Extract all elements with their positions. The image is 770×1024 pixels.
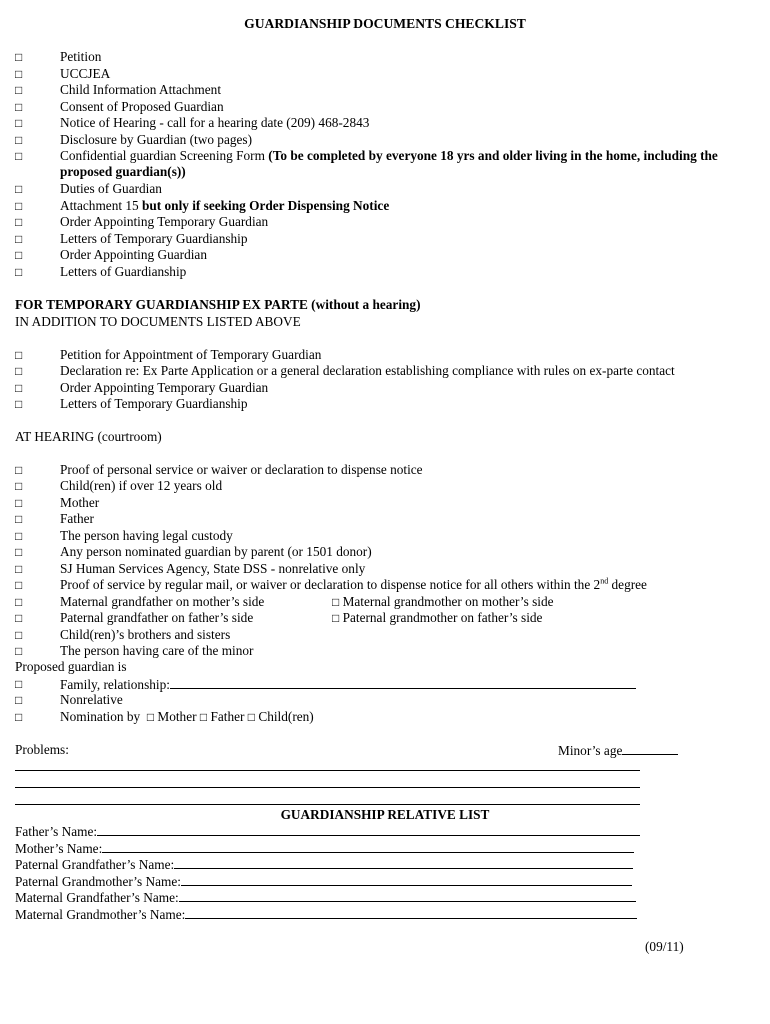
- maternal-grandmother-name-field[interactable]: [185, 906, 637, 919]
- item-label: Child(ren)’s brothers and sisters: [60, 627, 231, 642]
- checklist-item: [15, 66, 755, 82]
- checkbox[interactable]: □: [15, 529, 23, 543]
- checklist-item: [15, 511, 755, 527]
- item-label: Child Information Attachment: [60, 82, 222, 97]
- relative-field: [15, 823, 640, 840]
- item-label: Child(ren) if over 12 years old: [60, 478, 223, 493]
- problems-line[interactable]: [15, 804, 640, 805]
- checklist-item: [15, 82, 755, 98]
- proposed-guardian-label: Proposed guardian is: [15, 659, 127, 674]
- proof-suffix: degree: [608, 577, 647, 592]
- section-subheading: IN ADDITION TO DOCUMENTS LISTED ABOVE: [15, 314, 301, 329]
- mother-name-field[interactable]: [102, 840, 634, 853]
- item-label: Nonrelative: [60, 692, 123, 707]
- checklist-item: [15, 148, 755, 181]
- checkbox[interactable]: □: [15, 381, 23, 395]
- item-label: Proof of personal service or waiver or declaration to dispense notice: [60, 462, 423, 477]
- father-name-field[interactable]: [97, 823, 640, 836]
- checkbox[interactable]: □: [15, 479, 23, 493]
- item-label: Maternal grandmother on mother’s side: [342, 594, 554, 609]
- family-label: Family, relationship:: [60, 677, 170, 692]
- checkbox[interactable]: □: [15, 496, 23, 510]
- checklist-item: [15, 214, 755, 230]
- screening-text: Confidential guardian Screening Form: [60, 148, 269, 163]
- checkbox[interactable]: □: [332, 595, 340, 609]
- item-label: [60, 676, 636, 693]
- checklist-item: [15, 380, 755, 396]
- checkbox[interactable]: □: [15, 116, 23, 130]
- checklist-item: [15, 709, 755, 725]
- checklist-item: [15, 544, 755, 560]
- paternal-grandmother-name-field[interactable]: [181, 873, 632, 886]
- checkbox[interactable]: □: [15, 182, 23, 196]
- checkbox[interactable]: □: [15, 562, 23, 576]
- field-label: Father’s Name:: [15, 824, 98, 839]
- checklist-item: [15, 396, 755, 412]
- nomination-father: Father: [210, 709, 245, 724]
- item-label: Paternal grandmother on father’s side: [342, 610, 543, 625]
- checklist-item: [15, 363, 755, 379]
- checkbox[interactable]: □: [15, 364, 23, 378]
- checklist-item: [15, 198, 755, 214]
- field-label: Maternal Grandfather’s Name:: [15, 890, 179, 905]
- proof-text: Proof of service by regular mail, or waiver or declaration to dispense notice for all others within the 2: [60, 577, 601, 592]
- item-label: UCCJEA: [60, 66, 111, 81]
- item-label: Disclosure by Guardian (two pages): [60, 132, 253, 147]
- relative-field: [15, 856, 633, 873]
- checkbox[interactable]: □: [15, 512, 23, 526]
- relative-field: [15, 889, 636, 906]
- checklist-item: [15, 247, 755, 263]
- ordinal-suffix: nd: [600, 576, 609, 586]
- checklist-item: [15, 610, 755, 626]
- item-label: Notice of Hearing - call for a hearing date (209) 468-2843: [60, 115, 370, 130]
- checkbox[interactable]: □: [15, 644, 23, 658]
- checkbox[interactable]: □: [15, 463, 23, 477]
- checklist-item: [15, 231, 755, 247]
- checkbox[interactable]: □: [15, 133, 23, 147]
- checkbox[interactable]: □: [15, 611, 23, 625]
- checkbox[interactable]: □: [15, 710, 23, 724]
- checklist-item: [15, 495, 755, 511]
- checklist-item: [15, 692, 755, 708]
- item-label: Paternal grandfather on father’s side: [60, 610, 254, 625]
- checkbox[interactable]: □: [15, 545, 23, 559]
- nomination-mother: Mother: [157, 709, 197, 724]
- checkbox[interactable]: □: [15, 348, 23, 362]
- nomination-label: Nomination by: [60, 709, 141, 724]
- checklist-item-inline: [332, 610, 542, 626]
- checkbox[interactable]: □: [15, 67, 23, 81]
- item-label: [60, 709, 314, 725]
- checkbox[interactable]: □: [15, 248, 23, 262]
- item-label: Any person nominated guardian by parent (or 1501 donor): [60, 544, 372, 559]
- checkbox[interactable]: □: [199, 710, 208, 724]
- screening-note: (To be completed by everyone 18 yrs and older living in the home, including the proposed guardian(s)): [60, 148, 718, 180]
- checkbox[interactable]: □: [15, 628, 23, 642]
- page-title: GUARDIANSHIP DOCUMENTS CHECKLIST: [244, 16, 526, 31]
- checklist-item: [15, 594, 755, 610]
- item-label: SJ Human Services Agency, State DSS - nonrelative only: [60, 561, 366, 576]
- checkbox[interactable]: □: [15, 100, 23, 114]
- field-label: Paternal Grandmother’s Name:: [15, 874, 181, 889]
- checkbox[interactable]: □: [15, 397, 23, 411]
- checkbox[interactable]: □: [15, 693, 23, 707]
- checklist-item: [15, 264, 755, 280]
- checkbox[interactable]: □: [146, 710, 155, 724]
- checkbox[interactable]: □: [15, 265, 23, 279]
- minors-age-field[interactable]: [622, 742, 678, 755]
- item-label: [60, 198, 389, 214]
- checklist-item: [15, 132, 755, 148]
- relative-field: [15, 906, 637, 923]
- item-label: Order Appointing Temporary Guardian: [60, 214, 269, 229]
- section-heading-ex-parte: FOR TEMPORARY GUARDIANSHIP EX PARTE (without a hearing): [15, 297, 421, 312]
- checklist-item: [15, 528, 755, 544]
- field-label: Maternal Grandmother’s Name:: [15, 907, 186, 922]
- item-label: Letters of Temporary Guardianship: [60, 231, 248, 246]
- item-label: The person having legal custody: [60, 528, 233, 543]
- checklist-item: [15, 478, 755, 494]
- paternal-grandfather-name-field[interactable]: [174, 856, 633, 869]
- checklist-item-inline: [332, 594, 554, 610]
- family-relationship-field[interactable]: [170, 676, 636, 689]
- item-label: Letters of Temporary Guardianship: [60, 396, 248, 411]
- checkbox[interactable]: □: [15, 578, 23, 592]
- item-label: Order Appointing Temporary Guardian: [60, 380, 269, 395]
- minors-age-label: Minor’s age: [558, 743, 623, 758]
- item-label: Petition: [60, 49, 102, 64]
- checkbox[interactable]: □: [247, 710, 256, 724]
- attachment-note: but only if seeking Order Dispensing Notice: [141, 198, 390, 213]
- checklist-item: [15, 181, 755, 197]
- item-label: Duties of Guardian: [60, 181, 162, 196]
- checklist-item: [15, 347, 755, 363]
- section-heading-hearing: AT HEARING (courtroom): [15, 429, 162, 444]
- field-label: Paternal Grandfather’s Name:: [15, 857, 175, 872]
- relative-field: [15, 873, 632, 890]
- item-label: Maternal grandfather on mother’s side: [60, 594, 265, 609]
- checklist-item: [15, 49, 755, 65]
- problems-label: Problems:: [15, 742, 69, 757]
- relative-field: [15, 840, 634, 857]
- item-label: Father: [60, 511, 94, 526]
- checklist-item: [15, 115, 755, 131]
- checkbox[interactable]: □: [15, 83, 23, 97]
- checkbox[interactable]: □: [15, 50, 23, 64]
- item-label: Petition for Appointment of Temporary Guardian: [60, 347, 322, 362]
- item-label: Consent of Proposed Guardian: [60, 99, 224, 114]
- item-label: Order Appointing Guardian: [60, 247, 207, 262]
- checklist-item: [15, 643, 755, 659]
- checklist-item: [15, 627, 755, 643]
- nomination-children: Child(ren): [258, 709, 314, 724]
- checkbox[interactable]: □: [15, 149, 23, 163]
- checkbox[interactable]: □: [15, 199, 23, 213]
- item-label: [60, 577, 647, 593]
- item-label: Declaration re: Ex Parte Application or a general declaration establishing compliance with rules on ex-parte contact: [60, 363, 675, 378]
- maternal-grandfather-name-field[interactable]: [179, 889, 636, 902]
- item-label: Mother: [60, 495, 100, 510]
- checklist-item: [15, 577, 755, 593]
- checkbox[interactable]: □: [15, 595, 23, 609]
- form-code: (09/11): [645, 939, 684, 954]
- checklist-item: [15, 462, 755, 478]
- minors-age: [558, 742, 678, 759]
- checklist-item: [15, 99, 755, 115]
- problems-line[interactable]: [15, 770, 640, 771]
- checklist-item: [15, 676, 755, 692]
- item-label: [60, 148, 765, 181]
- attachment-text: Attachment 15: [60, 198, 142, 213]
- checkbox[interactable]: □: [15, 232, 23, 246]
- checkbox[interactable]: □: [15, 677, 23, 691]
- checkbox[interactable]: □: [332, 611, 340, 625]
- field-label: Mother’s Name:: [15, 841, 103, 856]
- relative-list-heading: GUARDIANSHIP RELATIVE LIST: [280, 807, 490, 822]
- checklist-item: [15, 561, 755, 577]
- item-label: The person having care of the minor: [60, 643, 254, 658]
- problems-line[interactable]: [15, 787, 640, 788]
- checkbox[interactable]: □: [15, 215, 23, 229]
- item-label: Letters of Guardianship: [60, 264, 187, 279]
